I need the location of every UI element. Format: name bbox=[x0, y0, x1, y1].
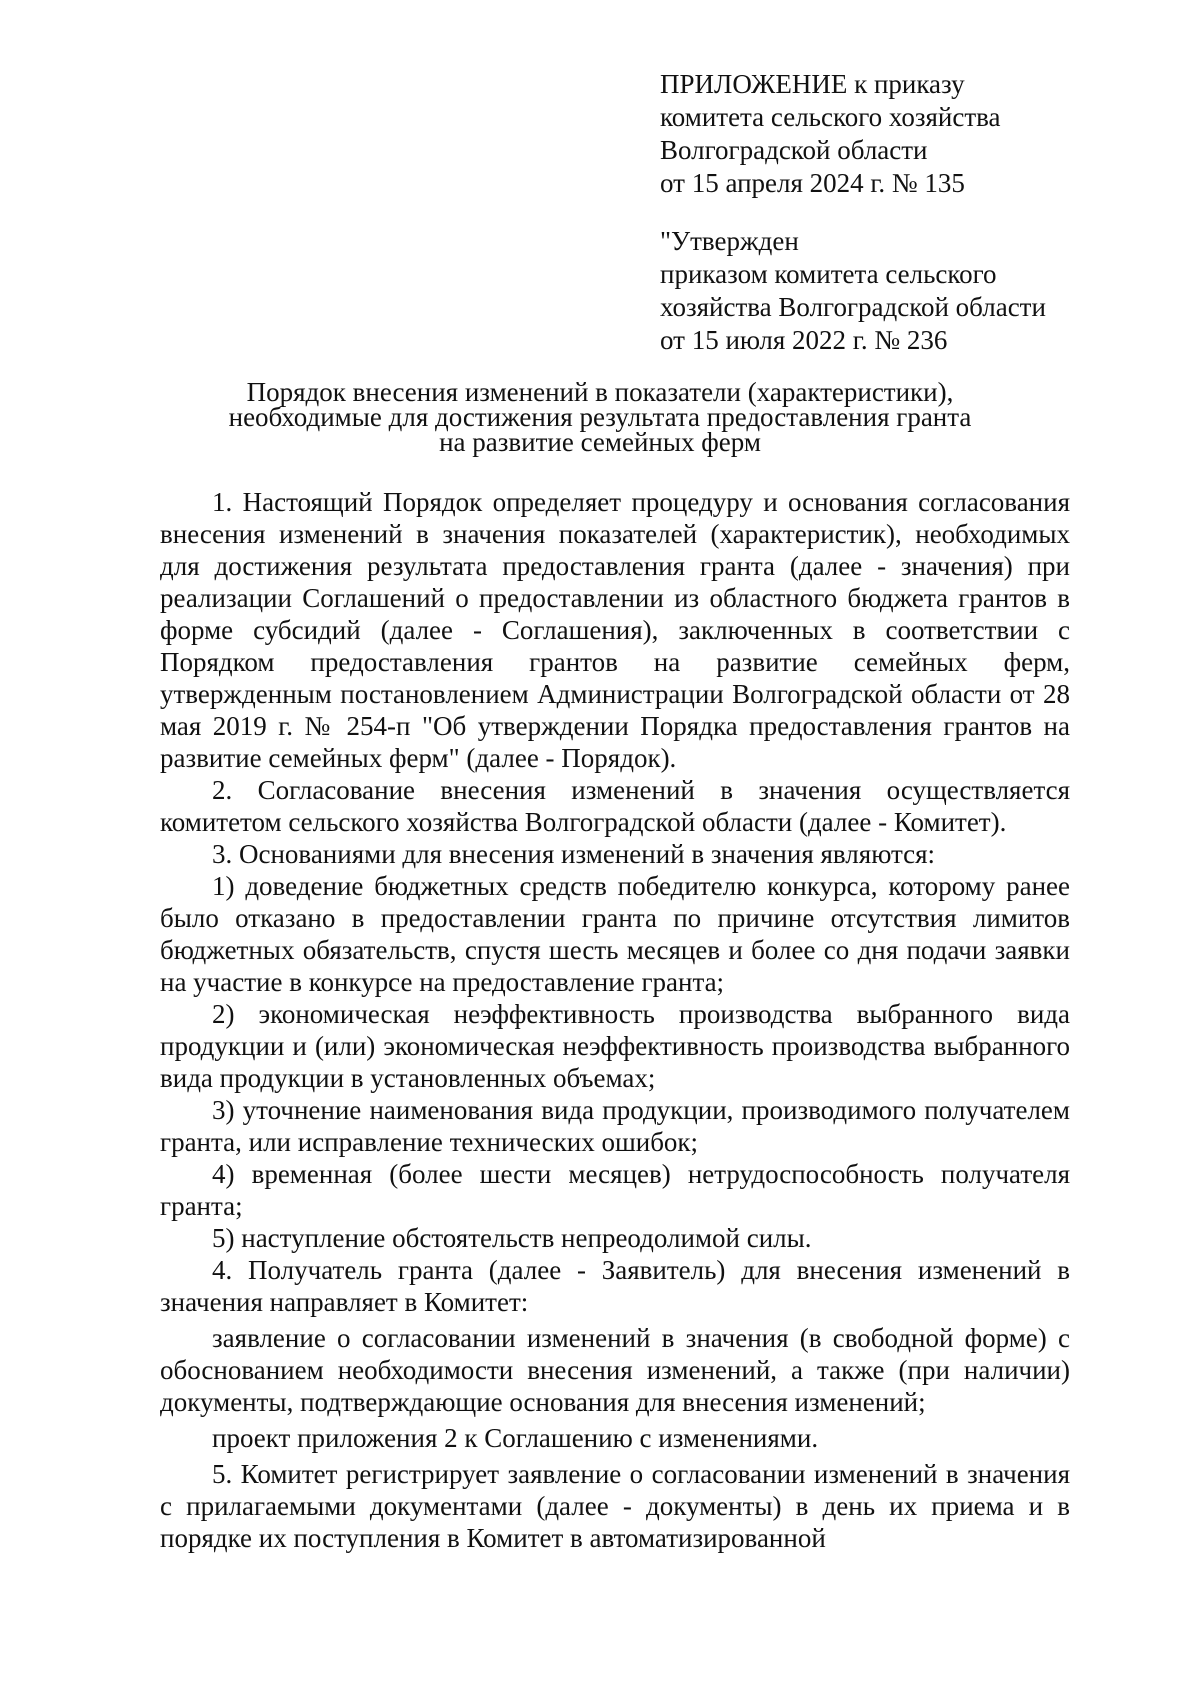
approval-line: приказом комитета сельского bbox=[660, 259, 997, 289]
paragraph-5: 5. Комитет регистрирует заявление о согласовании изменений в значения с прилагаемыми документами (далее - документы) в день их приема и в порядке их поступления в Комитет в автоматизированной bbox=[160, 1459, 1070, 1553]
paragraph-3-item-5: 5) наступление обстоятельств непреодолимой силы. bbox=[212, 1223, 812, 1253]
title-line: необходимые для достижения результата предоставления гранта bbox=[228, 402, 972, 432]
appendix-header bbox=[660, 68, 1001, 200]
paragraph-3-item-4: 4) временная (более шести месяцев) нетрудоспособность получателя гранта; bbox=[160, 1159, 1070, 1221]
appendix-line: комитета сельского хозяйства bbox=[660, 102, 1001, 132]
document-title bbox=[160, 377, 1040, 457]
paragraph-2: 2. Согласование внесения изменений в значения осуществляется комитетом сельского хозяйства Волгоградской области (далее - Комитет). bbox=[160, 775, 1070, 837]
approval-header bbox=[660, 225, 1046, 357]
title-line: на развитие семейных ферм bbox=[439, 427, 761, 457]
approval-line: хозяйства Волгоградской области bbox=[660, 292, 1046, 322]
approval-line: "Утвержден bbox=[660, 226, 799, 256]
paragraph-4: 4. Получатель гранта (далее - Заявитель) для внесения изменений в значения направляет в Комитет: bbox=[160, 1255, 1070, 1317]
paragraph-3: 3. Основаниями для внесения изменений в значения являются: bbox=[212, 839, 936, 869]
paragraph-1: 1. Настоящий Порядок определяет процедуру и основания согласования внесения изменений в значения показателей (характеристик), необходимых для достижения результата предоставления гранта (далее - значения) при реализации Соглашений о предоставлении из областного бюджета грантов в форме субсидий (далее - Соглашения), заключенных в соответствии с Порядком предоставления грантов на развитие семейных ферм, утвержденным постановлением Администрации Волгоградской области от 28 мая 2019 г. № 254-п "Об утверждении Порядка предоставления грантов на развитие семейных ферм" (далее - Порядок). bbox=[160, 487, 1070, 773]
appendix-line: Волгоградской области bbox=[660, 135, 928, 165]
paragraph-3-item-2: 2) экономическая неэффективность производства выбранного вида продукции и (или) экономическая неэффективность производства выбранного вида продукции в установленных объемах; bbox=[160, 999, 1070, 1093]
paragraph-3-item-3: 3) уточнение наименования вида продукции, производимого получателем гранта, или исправление технических ошибок; bbox=[160, 1095, 1070, 1157]
approval-line: от 15 июля 2022 г. № 236 bbox=[660, 325, 948, 355]
paragraph-4-item-1: заявление о согласовании изменений в значения (в свободной форме) с обоснованием необходимости внесения изменений, а также (при наличии) документы, подтверждающие основания для внесения изменений; bbox=[160, 1323, 1070, 1417]
paragraph-3-item-1: 1) доведение бюджетных средств победителю конкурса, которому ранее было отказано в предоставлении гранта по причине отсутствия лимитов бюджетных обязательств, спустя шесть месяцев и более со дня подачи заявки на участие в конкурсе на предоставление гранта; bbox=[160, 871, 1070, 997]
paragraph-4-item-2: проект приложения 2 к Соглашению с изменениями. bbox=[212, 1423, 819, 1453]
appendix-line: ПРИЛОЖЕНИЕ к приказу bbox=[660, 69, 965, 99]
document-body bbox=[160, 486, 1070, 1554]
appendix-line: от 15 апреля 2024 г. № 135 bbox=[660, 168, 965, 198]
title-line: Порядок внесения изменений в показатели (характеристики), bbox=[246, 377, 954, 407]
